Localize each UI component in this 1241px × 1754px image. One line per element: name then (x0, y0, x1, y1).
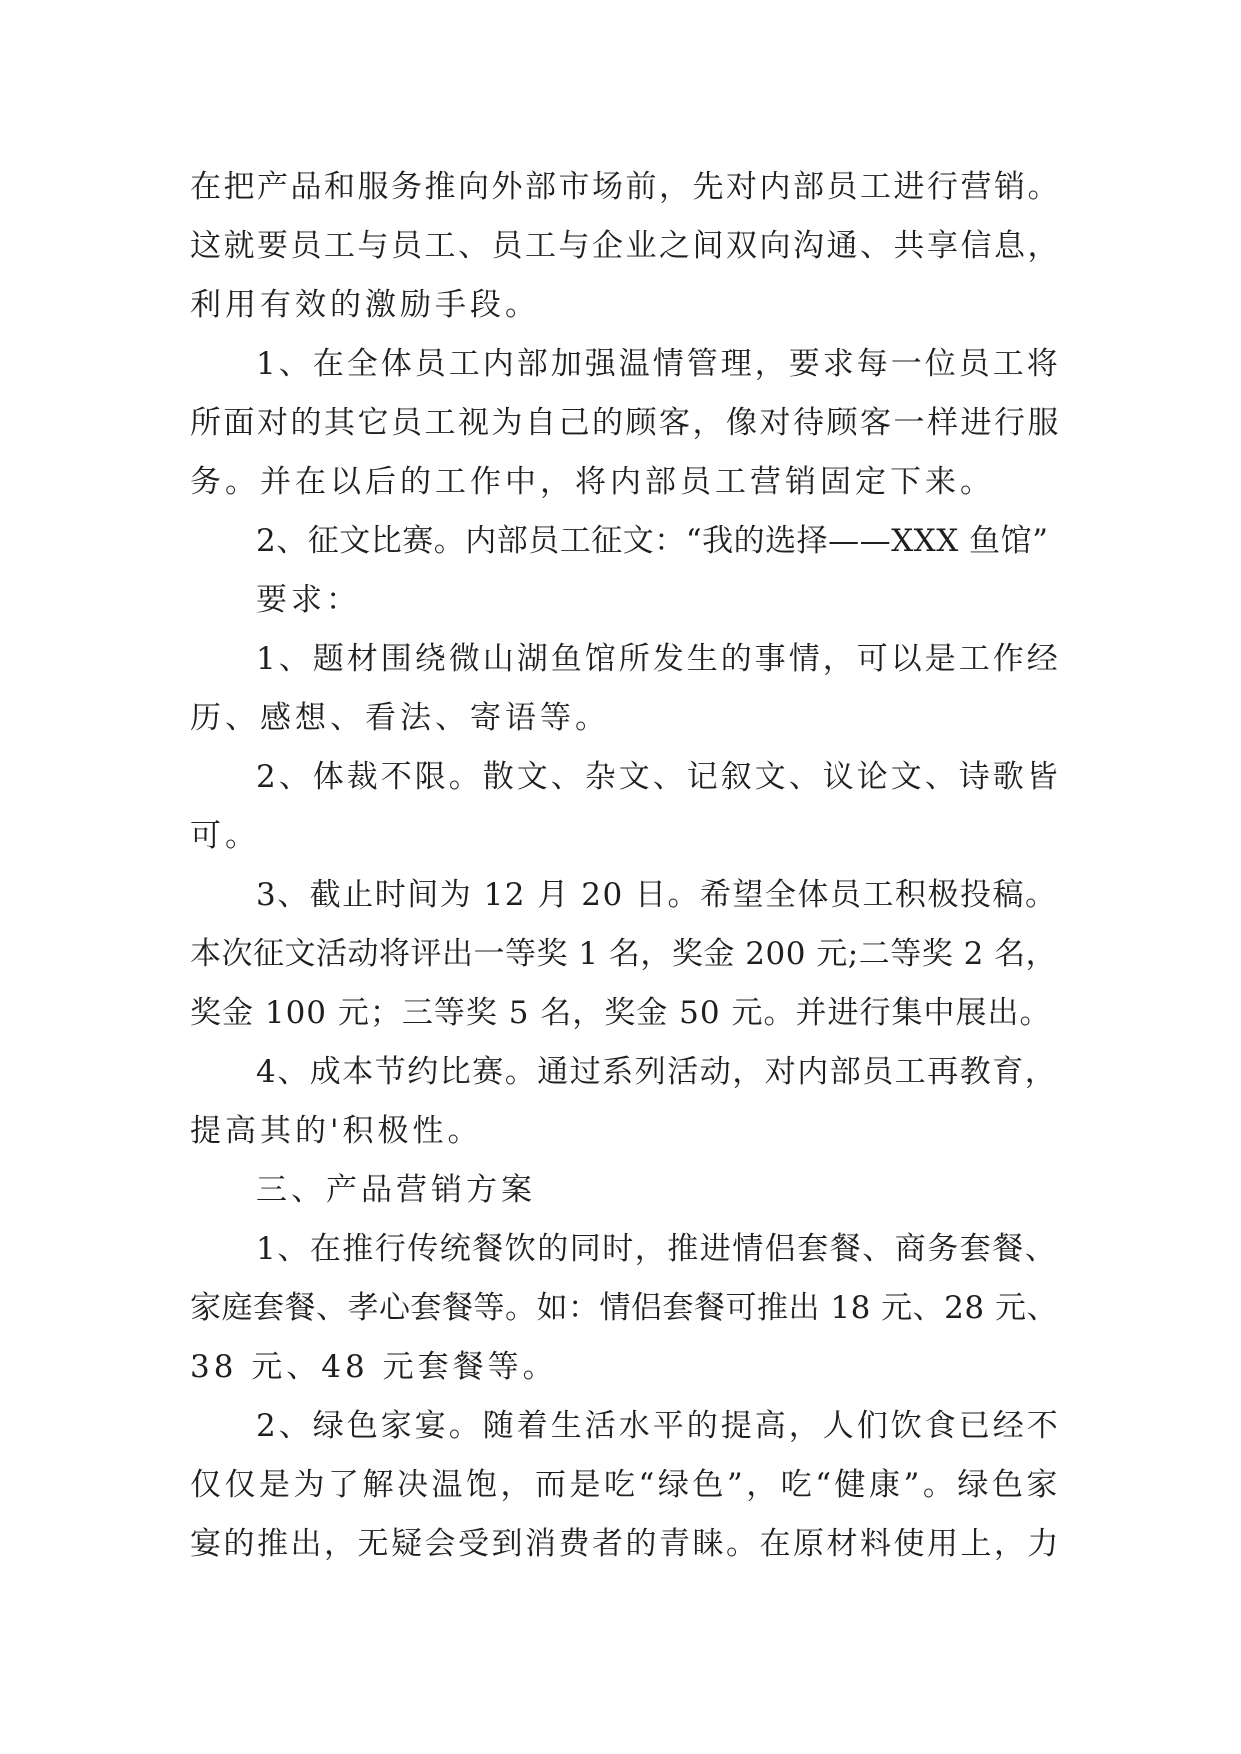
text-line: 这就要员工与员工、员工与企业之间双向沟通、共享信息， (190, 228, 1061, 264)
text-line: 本次征文活动将评出一等奖 1 名，奖金 200 元;二等奖 2 名， (190, 936, 1058, 972)
text-line: 家庭套餐、孝心套餐等。如：情侣套餐可推出 18 元、28 元、 (190, 1290, 1058, 1326)
text-line: 1、在推行传统餐饮的同时，推进情侣套餐、商务套餐、 (256, 1231, 1058, 1267)
section-heading: 三、产品营销方案 (256, 1172, 536, 1208)
text-line: 1、在全体员工内部加强温情管理，要求每一位员工将 (256, 346, 1061, 382)
text-line: 要求： (256, 582, 361, 618)
text-line: 4、成本节约比赛。通过系列活动，对内部员工再教育， (256, 1054, 1058, 1090)
text-line: 可。 (190, 818, 260, 854)
text-line: 2、绿色家宴。随着生活水平的提高，人们饮食已经不 (256, 1408, 1061, 1444)
text-line: 利用有效的激励手段。 (190, 287, 540, 323)
text-line: 38 元、48 元套餐等。 (190, 1349, 558, 1385)
text-line: 务。并在以后的工作中，将内部员工营销固定下来。 (190, 464, 995, 500)
text-line: 2、体裁不限。散文、杂文、记叙文、议论文、诗歌皆 (256, 759, 1061, 795)
text-line: 3、截止时间为 12 月 20 日。希望全体员工积极投稿。 (256, 877, 1058, 913)
body-text (190, 158, 1060, 1574)
text-line: 提高其的'积极性。 (190, 1113, 483, 1149)
text-line: 所面对的其它员工视为自己的顾客，像对待顾客一样进行服 (190, 405, 1061, 441)
text-line: 2、征文比赛。内部员工征文：“我的选择——XXX 鱼馆” (256, 523, 1049, 559)
text-line: 历、感想、看法、寄语等。 (190, 700, 610, 736)
text-line: 1、题材围绕微山湖鱼馆所发生的事情，可以是工作经 (256, 641, 1061, 677)
text-line: 宴的推出，无疑会受到消费者的青睐。在原材料使用上，力 (190, 1526, 1061, 1562)
text-line: 奖金 100 元；三等奖 5 名，奖金 50 元。并进行集中展出。 (190, 995, 1052, 1031)
text-line: 在把产品和服务推向外部市场前，先对内部员工进行营销。 (190, 169, 1061, 205)
text-line: 仅仅是为了解决温饱，而是吃“绿色”，吃“健康”。绿色家 (190, 1467, 1061, 1503)
